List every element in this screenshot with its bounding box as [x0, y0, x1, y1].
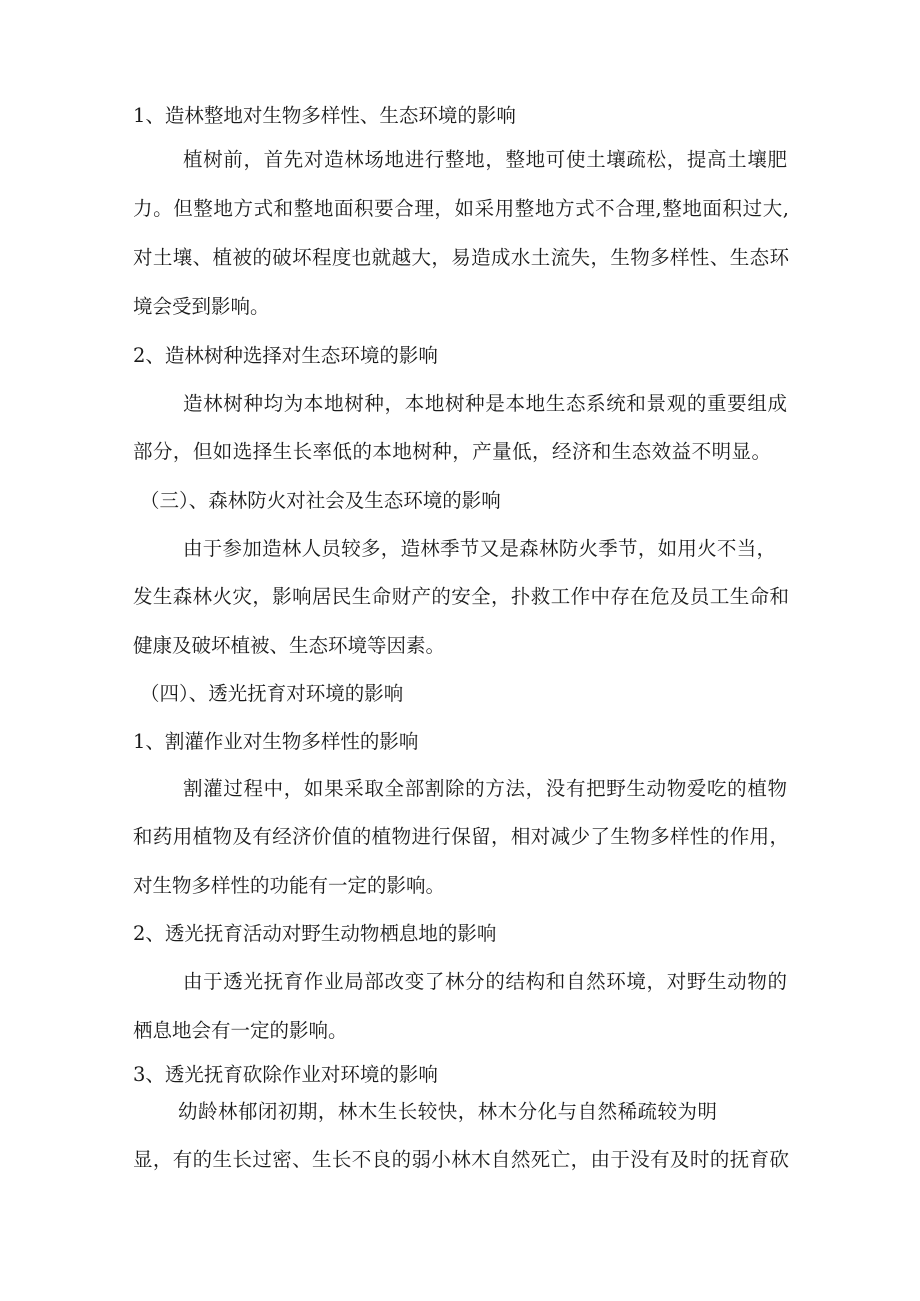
paragraph-line: 和药用植物及有经济价值的植物进行保留，相对减少了生物多样性的作用， [133, 825, 789, 848]
heading-3-felling-operations: 3、透光抚育砍除作业对环境的影响 [133, 1063, 438, 1086]
paragraph-line: 由于参加造林人员较多，造林季节又是森林防火季节，如用火不当， [183, 537, 776, 560]
heading-2-species-selection: 2、造林树种选择对生态环境的影响 [133, 344, 438, 367]
paragraph-line: 对生物多样性的功能有一定的影响。 [133, 874, 446, 897]
section-heading-3-fire-prevention: （三）、森林防火对社会及生态环境的影响 [140, 489, 501, 512]
paragraph-line: 力。但整地方式和整地面积要合理，如采用整地方式不合理,整地面积过大, [133, 197, 789, 220]
paragraph-line: 显，有的生长过密、生长不良的弱小林木自然死亡，由于没有及时的抚育砍 [133, 1148, 789, 1171]
section-heading-4-thinning: （四）、透光抚育对环境的影响 [140, 682, 404, 705]
paragraph-line: 造林树种均为本地树种，本地树种是本地生态系统和景观的重要组成 [183, 392, 787, 415]
paragraph-line: 发生森林火灾，影响居民生命财产的安全，扑救工作中存在危及员工生命和 [133, 585, 789, 608]
paragraph-line: 幼龄林郁闭初期，林木生长较快，林木分化与自然稀疏较为明 [178, 1100, 717, 1123]
heading-1-site-preparation: 1、造林整地对生物多样性、生态环境的影响 [133, 104, 516, 127]
paragraph-line: 对土壤、植被的破坏程度也就越大，易造成水土流失，生物多样性、生态环 [133, 246, 789, 269]
heading-1-shrub-cutting: 1、割灌作业对生物多样性的影响 [133, 730, 419, 753]
paragraph-line: 栖息地会有一定的影响。 [133, 1019, 348, 1042]
paragraph-line: 由于透光抚育作业局部改变了林分的结构和自然环境，对野生动物的 [183, 970, 787, 993]
paragraph-line: 部分，但如选择生长率低的本地树种，产量低，经济和生态效益不明显。 [133, 440, 771, 463]
paragraph-line: 割灌过程中，如果采取全部割除的方法，没有把野生动物爱吃的植物 [183, 777, 787, 800]
paragraph-line: 健康及破坏植被、生态环境等因素。 [133, 634, 446, 657]
paragraph-line: 植树前，首先对造林场地进行整地，整地可使土壤疏松，提高土壤肥 [183, 148, 787, 171]
paragraph-line: 境会受到影响。 [133, 295, 270, 318]
heading-2-wildlife-habitat: 2、透光抚育活动对野生动物栖息地的影响 [133, 922, 497, 945]
